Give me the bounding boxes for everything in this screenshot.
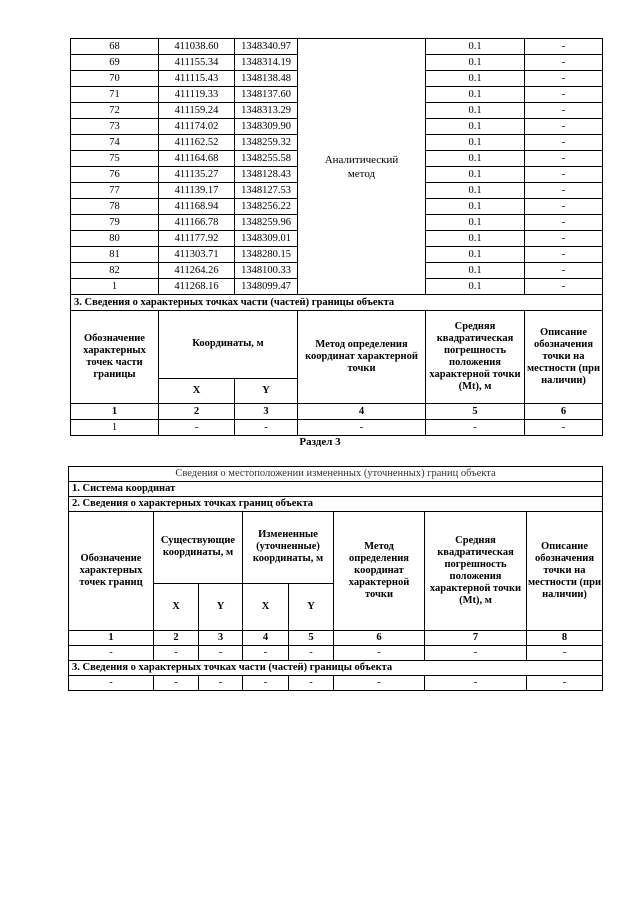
- coord-y: 1348099.47: [235, 279, 298, 295]
- description-value: -: [525, 247, 603, 263]
- header-method: Метод определения координат характерной точки: [298, 311, 426, 404]
- t2-header-xy-row: X Y X Y: [69, 583, 603, 630]
- t2-header-existing: Существующие координаты, м: [154, 512, 243, 584]
- t2-header-designation: Обозначение характерных точек границ: [69, 512, 154, 631]
- point-number: 78: [71, 199, 159, 215]
- coord-x: 411159.24: [159, 103, 235, 119]
- t2-empty-row: - - - - - - - -: [69, 646, 603, 661]
- point-number: 82: [71, 263, 159, 279]
- header-y: Y: [235, 378, 298, 403]
- coord-y: 1348340.97: [235, 39, 298, 55]
- table-row: [71, 39, 603, 55]
- point-number: 71: [71, 87, 159, 103]
- coord-x: 411264.26: [159, 263, 235, 279]
- description-value: -: [525, 199, 603, 215]
- accuracy-value: 0.1: [426, 103, 525, 119]
- accuracy-value: 0.1: [426, 199, 525, 215]
- coord-y: 1348100.33: [235, 263, 298, 279]
- table2-row1: 1. Система координат: [69, 482, 603, 497]
- t2-column-numbers-row: 1 2 3 4 5 6 7 8: [69, 631, 603, 646]
- coord-y: 1348128.43: [235, 167, 298, 183]
- coord-y: 1348137.60: [235, 87, 298, 103]
- description-value: -: [525, 183, 603, 199]
- column-numbers-row: 1 2 3 4 5 6: [71, 404, 603, 420]
- changed-boundaries-table: [68, 466, 603, 691]
- description-value: -: [525, 279, 603, 295]
- coord-x: 411174.02: [159, 119, 235, 135]
- accuracy-value: 0.1: [426, 279, 525, 295]
- accuracy-value: 0.1: [426, 55, 525, 71]
- t2-empty-row2: - - - - - - - -: [69, 676, 603, 691]
- description-value: -: [525, 119, 603, 135]
- accuracy-value: 0.1: [426, 263, 525, 279]
- point-number: 77: [71, 183, 159, 199]
- coord-x: 411038.60: [159, 39, 235, 55]
- point-number: 69: [71, 55, 159, 71]
- accuracy-value: 0.1: [426, 87, 525, 103]
- point-number: 72: [71, 103, 159, 119]
- coord-x: 411177.92: [159, 231, 235, 247]
- coord-x: 411155.34: [159, 55, 235, 71]
- coord-y: 1348127.53: [235, 183, 298, 199]
- header-desc: Описание обозначения точки на местности (при наличии): [525, 311, 603, 404]
- coord-x: 411303.71: [159, 247, 235, 263]
- t2-header-method: Метод определения координат характерной точки: [334, 512, 425, 631]
- description-value: -: [525, 135, 603, 151]
- point-number: 1: [71, 279, 159, 295]
- accuracy-value: 0.1: [426, 215, 525, 231]
- method-cell: Аналитический метод: [298, 39, 426, 295]
- table2-header-row: [69, 512, 603, 584]
- point-number: 80: [71, 231, 159, 247]
- accuracy-value: 0.1: [426, 167, 525, 183]
- coord-y: 1348255.58: [235, 151, 298, 167]
- accuracy-value: 0.1: [426, 247, 525, 263]
- coord-x: 411162.52: [159, 135, 235, 151]
- point-number: 68: [71, 39, 159, 55]
- table2-row2: 2. Сведения о характерных точках границ объекта: [69, 497, 603, 512]
- description-value: -: [525, 103, 603, 119]
- t2-header-changed: Измененные (уточненные) координаты, м: [243, 512, 334, 584]
- part-empty-row: 1 - - - - -: [71, 420, 603, 436]
- coord-y: 1348259.32: [235, 135, 298, 151]
- coord-x: 411135.27: [159, 167, 235, 183]
- coord-y: 1348309.01: [235, 231, 298, 247]
- coordinates-table: [70, 38, 603, 436]
- point-number: 79: [71, 215, 159, 231]
- coord-x: 411166.78: [159, 215, 235, 231]
- section-title: Раздел 3: [299, 436, 341, 448]
- header-row: [71, 311, 603, 379]
- description-value: -: [525, 39, 603, 55]
- coord-x: 411164.68: [159, 151, 235, 167]
- description-value: -: [525, 87, 603, 103]
- header-mt: Средняя квадратическая погрешность положения характерной точки (Mt), м: [426, 311, 525, 404]
- coord-y: 1348138.48: [235, 71, 298, 87]
- description-value: -: [525, 231, 603, 247]
- description-value: -: [525, 55, 603, 71]
- coord-y: 1348309.90: [235, 119, 298, 135]
- header-designation: Обозначение характерных точек части границы: [71, 311, 159, 404]
- t2-header-mt: Средняя квадратическая погрешность положения характерной точки (Mt), м: [425, 512, 527, 631]
- point-number: 75: [71, 151, 159, 167]
- accuracy-value: 0.1: [426, 71, 525, 87]
- table2-title-row: Сведения о местоположении измененных (уточненных) границ объекта: [69, 467, 603, 482]
- point-number: 76: [71, 167, 159, 183]
- coord-x: 411139.17: [159, 183, 235, 199]
- accuracy-value: 0.1: [426, 231, 525, 247]
- coord-y: 1348256.22: [235, 199, 298, 215]
- accuracy-value: 0.1: [426, 135, 525, 151]
- t2-header-desc: Описание обозначения точки на местности (при наличии): [527, 512, 603, 631]
- description-value: -: [525, 151, 603, 167]
- coord-y: 1348259.96: [235, 215, 298, 231]
- point-number: 81: [71, 247, 159, 263]
- table2-row3: 3. Сведения о характерных точках части (частей) границы объекта: [69, 661, 603, 676]
- header-x: X: [159, 378, 235, 403]
- coord-x: 411119.33: [159, 87, 235, 103]
- accuracy-value: 0.1: [426, 151, 525, 167]
- accuracy-value: 0.1: [426, 119, 525, 135]
- accuracy-value: 0.1: [426, 183, 525, 199]
- description-value: -: [525, 215, 603, 231]
- description-value: -: [525, 71, 603, 87]
- description-value: -: [525, 167, 603, 183]
- accuracy-value: 0.1: [426, 39, 525, 55]
- part-heading-row: 3. Сведения о характерных точках части (частей) границы объекта: [71, 295, 603, 311]
- coord-x: 411168.94: [159, 199, 235, 215]
- point-number: 70: [71, 71, 159, 87]
- point-number: 74: [71, 135, 159, 151]
- header-coords: Координаты, м: [159, 311, 298, 379]
- coord-y: 1348313.29: [235, 103, 298, 119]
- description-value: -: [525, 263, 603, 279]
- coord-x: 411268.16: [159, 279, 235, 295]
- coord-x: 411115.43: [159, 71, 235, 87]
- point-number: 73: [71, 119, 159, 135]
- coord-y: 1348314.19: [235, 55, 298, 71]
- coord-y: 1348280.15: [235, 247, 298, 263]
